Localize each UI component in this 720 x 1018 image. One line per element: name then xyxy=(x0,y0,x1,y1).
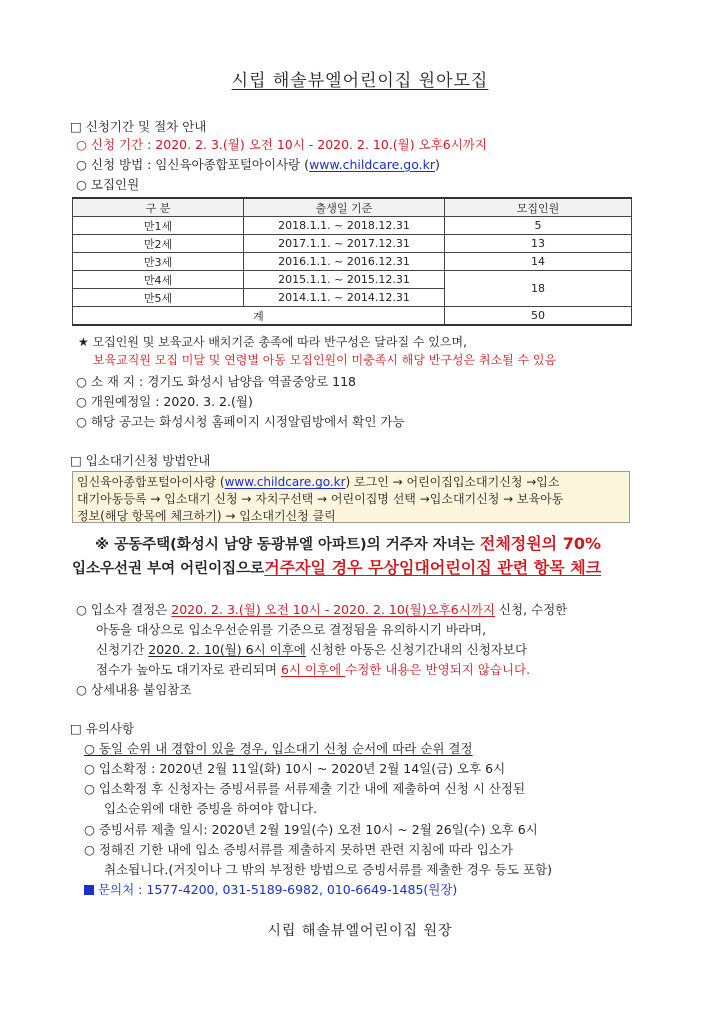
decision-line1: ○ 입소자 결정은 2020. 2. 3.(월) 오전 10시 - 2020. 2. 10(월)오후6시까지 신청, 수정한 xyxy=(76,602,568,617)
note-star: ★ 모집인원 및 보육교사 배치기준 총족에 따라 반구성은 달라질 수 있으며, xyxy=(78,335,467,349)
blue-square-icon xyxy=(84,885,94,895)
section-heading-waitlist: □ 입소대기신청 방법안내 xyxy=(70,453,211,468)
decision-line3: 신청기간 2020. 2. 10(월) 6시 이후에 신청한 아동은 신청기간내의 신청자보다 xyxy=(96,642,528,657)
note-item-rank: ○ 동일 순위 내 경합이 있을 경우, 입소대기 신청 순서에 따라 순위 결정 xyxy=(84,741,473,756)
childcare-link[interactable]: www.childcare.go.kr xyxy=(309,157,436,172)
table-header-row xyxy=(73,198,632,217)
table-row: 만2세 2017.1.1. ~ 2017.12.31 13 xyxy=(73,235,632,253)
table-row: 만3세 2016.1.1. ~ 2016.12.31 14 xyxy=(73,253,632,271)
recruit-label: ○ 모집인원 xyxy=(76,177,140,192)
waitlist-step-line3: 정보(해당 항목에 체크하기) → 입소대기신청 클릭 xyxy=(77,509,336,523)
detail-reference: ○ 상세내용 붙임참조 xyxy=(76,682,192,697)
note-item-deadline-cont: 취소됩니다.(거짓이나 그 밖의 부정한 방법으로 증빙서류를 제출한 경우 등도 포함) xyxy=(104,862,552,877)
note-item-deadline: ○ 정해진 기한 내에 입소 증빙서류를 제출하지 못하면 관련 지침에 따라 입소가 xyxy=(84,842,513,857)
note-item-confirm: ○ 입소확정 : 2020년 2월 11일(화) 10시 ~ 2020년 2월 14일(금) 오후 6시 xyxy=(84,761,506,776)
priority-line1: ※ 공동주택(화성시 남양 동광뷰엘 아파트)의 거주자 자녀는 전체정원의 70% xyxy=(95,534,602,553)
table-row: 만4세 2015.1.1. ~ 2015.12.31 18 xyxy=(73,271,632,289)
childcare-link-2[interactable]: www.childcare.go.kr xyxy=(224,475,346,489)
decision-line4: 점수가 높아도 대기자로 관리되며 6시 이후에 수정한 내용은 반영되지 않습니다. xyxy=(96,662,531,677)
contact-info: 문의처 : 1577-4200, 031-5189-6982, 010-6649-1485(원장) xyxy=(84,880,457,898)
waitlist-steps-box xyxy=(72,471,630,523)
decision-line2: 아동을 대상으로 입소우선순위를 기준으로 결정됨을 유의하시기 바라며, xyxy=(96,622,487,637)
open-date: ○ 개원예정일 : 2020. 3. 2.(월) xyxy=(76,394,253,409)
note-item-submit: ○ 증빙서류 제출 일시: 2020년 2월 19일(수) 오전 10시 ~ 2월 26일(수) 오후 6시 xyxy=(84,822,538,837)
priority-line2: 입소우선권 부여 어린이집으로거주자일 경우 무상임대어린이집 관련 항목 체크 xyxy=(72,558,602,577)
address: ○ 소 재 지 : 경기도 화성시 남양읍 역골중앙로 118 xyxy=(76,374,357,389)
application-method: ○ 신청 방법 : 임신육아종합포털아이사랑 (www.childcare.go.kr) xyxy=(76,157,440,172)
notice-info: ○ 해당 공고는 화성시청 홈페이지 시정알림방에서 확인 가능 xyxy=(76,414,405,429)
section-heading-application: □ 신청기간 및 절차 안내 xyxy=(70,119,207,134)
table-row: 만5세 2014.1.1. ~ 2014.12.31 xyxy=(73,289,632,307)
footer-signature: 시립 해솔뷰엘어린이집 원장 xyxy=(267,923,453,939)
application-period: ○ 신청 기간 : 2020. 2. 3.(월) 오전 10시 - 2020. 2. 10.(월) 오후6시까지 xyxy=(76,137,487,152)
note-star-warning: 보육교직원 모집 미달 및 연령별 아동 모집인원이 미충족시 해당 반구성은 취소될 수 있음 xyxy=(93,353,557,367)
col-header-birth: 출생일 기준 xyxy=(244,198,445,217)
note-item-docs: ○ 입소확정 후 신청자는 증빙서류를 서류제출 기간 내에 제출하여 신청 시 산정된 xyxy=(84,781,526,796)
waitlist-step-line1: 임신육아종합포털아이사랑 (www.childcare.go.kr) 로그인 → 어린이집입소대기신청 →입소 xyxy=(77,475,560,489)
table-row: 만1세 2018.1.1. ~ 2018.12.31 5 xyxy=(73,217,632,235)
page-title: 시립 해솔뷰엘어린이집 원아모집 xyxy=(231,71,489,91)
table-total-row: 계 50 xyxy=(73,307,632,326)
col-header-count: 모집인원 xyxy=(445,198,632,217)
waitlist-step-line2: 대기아동등록 → 입소대기 신청 → 자치구선택 → 어린이집명 선택 →입소대기신청 → 보육아동 xyxy=(77,492,564,506)
col-header-age: 구 분 xyxy=(73,198,244,217)
section-heading-notes: □ 유의사항 xyxy=(70,721,135,736)
recruitment-table xyxy=(72,197,632,326)
note-item-docs-cont: 입소순위에 대한 증빙을 하여야 합니다. xyxy=(104,801,318,816)
